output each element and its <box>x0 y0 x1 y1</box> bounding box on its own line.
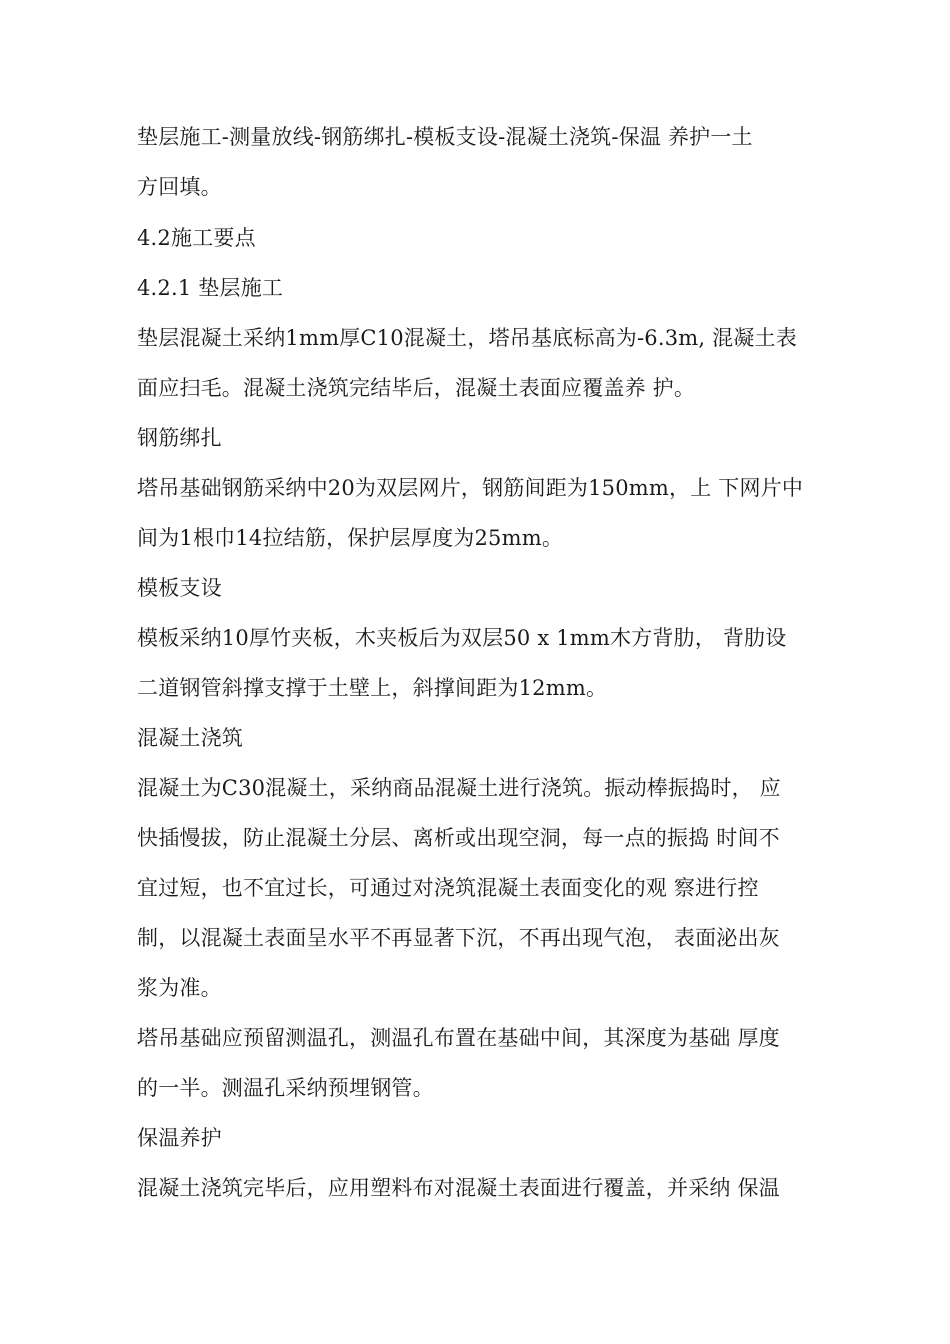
paragraph-line: 垫层施工-测量放线-钢筋绑扎-模板支设-混凝土浇筑-保温 养护一土 <box>137 125 753 149</box>
paragraph-line: 浆为准。 <box>137 976 222 1000</box>
paragraph-line: 塔吊基础应预留测温孔，测温孔布置在基础中间，其深度为基础 厚度 <box>137 1026 780 1050</box>
paragraph-line: 间为1根巾14拉结筋，保护层厚度为25mm。 <box>137 526 564 550</box>
paragraph-line: 模板采纳10厚竹夹板，木夹板后为双层50 x 1mm木方背肋， 背肋设 <box>137 626 787 650</box>
subsection-heading: 保温养护 <box>137 1126 222 1150</box>
section-heading: 4.2施工要点 <box>137 226 256 250</box>
subsection-heading: 混凝土浇筑 <box>137 726 243 750</box>
paragraph-line: 塔吊基础钢筋采纳中20为双层网片，钢筋间距为150mm，上 下网片中 <box>137 476 804 500</box>
paragraph-line: 混凝土为C30混凝土，采纳商品混凝土进行浇筑。振动棒振捣时， 应 <box>137 776 781 800</box>
paragraph-line: 的一半。测温孔采纳预埋钢管。 <box>137 1076 434 1100</box>
subsection-heading: 4.2.1 垫层施工 <box>137 276 284 300</box>
paragraph-line: 混凝土浇筑完毕后，应用塑料布对混凝土表面进行覆盖，并采纳 保温 <box>137 1176 780 1200</box>
subsection-heading: 钢筋绑扎 <box>137 426 222 450</box>
subsection-heading: 模板支设 <box>137 576 222 600</box>
paragraph-line: 宜过短，也不宜过长，可通过对浇筑混凝土表面变化的观 察进行控 <box>137 876 759 900</box>
paragraph-line: 二道钢管斜撑支撑于土壁上，斜撑间距为12mm。 <box>137 676 608 700</box>
paragraph-line: 垫层混凝土采纳1mm厚C10混凝土，塔吊基底标高为-6.3m, 混凝土表 <box>137 326 797 350</box>
paragraph-line: 快插慢拔，防止混凝土分层、离析或出现空洞，每一点的振捣 时间不 <box>137 826 780 850</box>
paragraph-line: 制，以混凝土表面呈水平不再显著下沉，不再出现气泡， 表面泌出灰 <box>137 926 780 950</box>
paragraph-line: 方回填。 <box>137 175 222 199</box>
paragraph-line: 面应扫毛。混凝土浇筑完结毕后，混凝土表面应覆盖养 护。 <box>137 376 696 400</box>
